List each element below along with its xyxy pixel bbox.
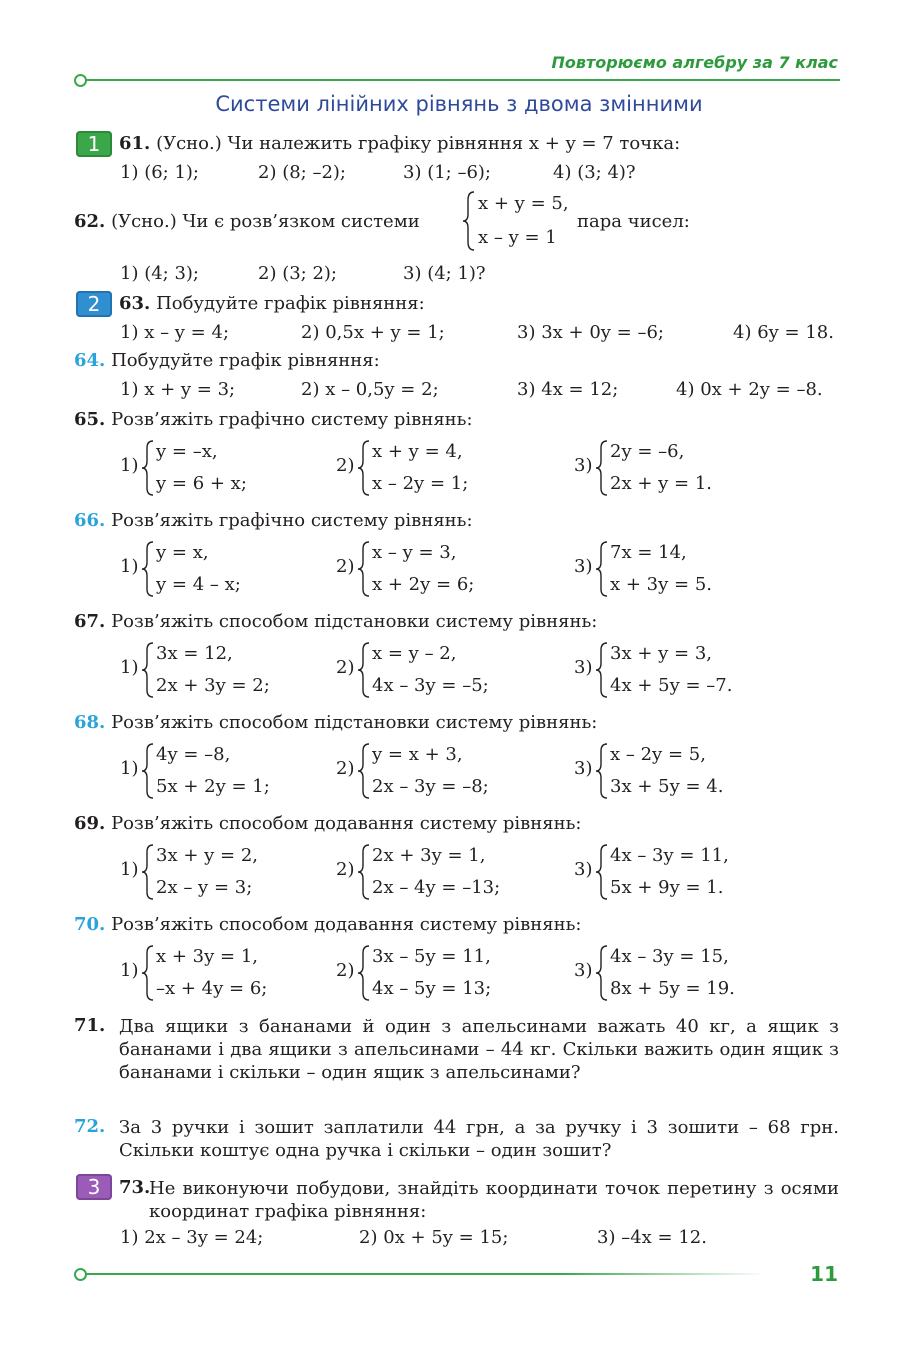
brace bbox=[141, 540, 155, 598]
exercise-text: Розв’яжіть способом підстановки систему рівнянь: bbox=[111, 712, 598, 733]
exercise-number: 70. bbox=[74, 914, 106, 935]
equation: 2y = –6, bbox=[610, 441, 685, 462]
system-label: 3) bbox=[574, 455, 593, 476]
equation: 4x – 5y = 13; bbox=[372, 978, 492, 999]
equation: x – 2y = 1; bbox=[372, 473, 469, 494]
page-number: 11 bbox=[810, 1262, 838, 1286]
exercise-text: Розв’яжіть способом додавання систему рівнянь: bbox=[111, 813, 582, 834]
equation: y = x + 3, bbox=[372, 744, 463, 765]
equation: 2x – y = 3; bbox=[156, 877, 253, 898]
brace bbox=[141, 944, 155, 1002]
system-label: 2) bbox=[336, 455, 355, 476]
system-label: 1) bbox=[120, 556, 139, 577]
option: 1) x – y = 4; bbox=[120, 322, 230, 343]
exercise-number: 64. bbox=[74, 350, 106, 371]
exercise-62 bbox=[74, 210, 420, 234]
brace bbox=[141, 439, 155, 497]
equation: 4x – 3y = 11, bbox=[610, 845, 729, 866]
option: 3) (1; –6); bbox=[403, 162, 491, 183]
equation: 4x – 3y = 15, bbox=[610, 946, 729, 967]
option: 3) 4x = 12; bbox=[517, 379, 619, 400]
exercise-70 bbox=[74, 913, 581, 937]
brace bbox=[141, 843, 155, 901]
equation: 2x + y = 1. bbox=[610, 473, 712, 494]
exercise-number: 66. bbox=[74, 510, 106, 531]
exercise-68 bbox=[74, 711, 597, 735]
equation: 7x = 14, bbox=[610, 542, 687, 563]
exercise-67 bbox=[74, 610, 597, 634]
exercise-number: 65. bbox=[74, 409, 106, 430]
option: 1) (4; 3); bbox=[120, 263, 199, 284]
exercise-text: Побудуйте графік рівняння: bbox=[156, 293, 425, 314]
exercise-text: (Усно.) Чи є розв’язком системи bbox=[111, 211, 420, 232]
system-label: 1) bbox=[120, 455, 139, 476]
system-label: 1) bbox=[120, 859, 139, 880]
brace bbox=[595, 439, 609, 497]
exercise-69 bbox=[74, 812, 581, 836]
exercise-text: Розв’яжіть способом додавання систему рівнянь: bbox=[111, 914, 582, 935]
level-3-badge: 3 bbox=[76, 1174, 112, 1200]
equation: x + 3y = 5. bbox=[610, 574, 712, 595]
equation: 5x + 9y = 1. bbox=[610, 877, 724, 898]
equation: –x + 4y = 6; bbox=[156, 978, 268, 999]
option: 3) (4; 1)? bbox=[403, 263, 486, 284]
option: 2) 0x + 5y = 15; bbox=[359, 1227, 509, 1248]
exercise-number: 71. bbox=[74, 1015, 106, 1036]
equation: 3x = 12, bbox=[156, 643, 233, 664]
footer-rule bbox=[86, 1273, 766, 1275]
equation: x – y = 1 bbox=[478, 227, 557, 248]
header-rule bbox=[86, 79, 840, 81]
brace bbox=[357, 944, 371, 1002]
system-label: 3) bbox=[574, 758, 593, 779]
option: 2) (8; –2); bbox=[258, 162, 346, 183]
exercise-71-text: Два ящики з бананами й один з апельсинами важать 40 кг, а ящик з бананами і два ящики з апельсинами – 44 кг. Скільки важить один ящик з бананами і скільки – один ящик з апельсинами? bbox=[119, 1016, 839, 1083]
system-label: 2) bbox=[336, 758, 355, 779]
option: 2) x – 0,5y = 2; bbox=[301, 379, 439, 400]
running-header: Повторюємо алгебру за 7 клас bbox=[551, 53, 838, 72]
equation: y = 4 – x; bbox=[156, 574, 241, 595]
brace bbox=[357, 843, 371, 901]
exercise-73-number bbox=[119, 1176, 150, 1200]
exercise-number: 68. bbox=[74, 712, 106, 733]
brace bbox=[357, 540, 371, 598]
exercise-71-number bbox=[74, 1014, 105, 1038]
system-label: 2) bbox=[336, 960, 355, 981]
exercise-text: Розв’яжіть способом підстановки систему рівнянь: bbox=[111, 611, 598, 632]
equation: y = x, bbox=[156, 542, 209, 563]
brace bbox=[462, 190, 476, 252]
exercise-65 bbox=[74, 408, 473, 432]
system-label: 1) bbox=[120, 758, 139, 779]
brace bbox=[595, 641, 609, 699]
exercise-number: 61. bbox=[119, 133, 151, 154]
equation: x + y = 4, bbox=[372, 441, 463, 462]
exercise-63 bbox=[119, 292, 425, 316]
option: 3) 3x + 0y = –6; bbox=[517, 322, 664, 343]
equation: 4x + 5y = –7. bbox=[610, 675, 733, 696]
brace bbox=[357, 641, 371, 699]
system-label: 3) bbox=[574, 556, 593, 577]
equation: 8x + 5y = 19. bbox=[610, 978, 735, 999]
level-2-badge: 2 bbox=[76, 291, 112, 317]
exercise-61 bbox=[119, 132, 680, 156]
equation: x – y = 3, bbox=[372, 542, 457, 563]
equation: y = 6 + x; bbox=[156, 473, 247, 494]
brace bbox=[595, 843, 609, 901]
brace bbox=[595, 742, 609, 800]
brace bbox=[357, 439, 371, 497]
exercise-text: (Усно.) Чи належить графіку рівняння x + y = 7 точка: bbox=[156, 133, 681, 154]
brace bbox=[357, 742, 371, 800]
system-label: 1) bbox=[120, 657, 139, 678]
exercise-text: Розв’яжіть графічно систему рівнянь: bbox=[111, 409, 473, 430]
equation: 3x – 5y = 11, bbox=[372, 946, 491, 967]
level-1-badge: 1 bbox=[76, 131, 112, 157]
exercise-text: Розв’яжіть графічно систему рівнянь: bbox=[111, 510, 473, 531]
equation: 3x + y = 3, bbox=[610, 643, 712, 664]
equation: x = y – 2, bbox=[372, 643, 457, 664]
equation: x + y = 5, bbox=[478, 193, 569, 214]
exercise-72-number bbox=[74, 1115, 105, 1139]
system-label: 2) bbox=[336, 859, 355, 880]
exercise-number: 73. bbox=[119, 1177, 151, 1198]
option: 4) 0x + 2y = –8. bbox=[676, 379, 823, 400]
system-label: 3) bbox=[574, 960, 593, 981]
exercise-72-text: За 3 ручки і зошит заплатили 44 грн, а за ручку і 3 зошити – 68 грн. Скільки коштує одна ручка і скільки – один зошит? bbox=[119, 1117, 839, 1161]
exercise-73-text bbox=[149, 1177, 839, 1223]
brace bbox=[595, 944, 609, 1002]
brace bbox=[141, 641, 155, 699]
option: 2) (3; 2); bbox=[258, 263, 337, 284]
equation: y = –x, bbox=[156, 441, 218, 462]
equation: 3x + 5y = 4. bbox=[610, 776, 724, 797]
system-label: 3) bbox=[574, 859, 593, 880]
exercise-number: 69. bbox=[74, 813, 106, 834]
equation: x + 3y = 1, bbox=[156, 946, 258, 967]
equation: 2x + 3y = 1, bbox=[372, 845, 486, 866]
brace bbox=[141, 742, 155, 800]
option: 4) (3; 4)? bbox=[553, 162, 636, 183]
equation: 4x – 3y = –5; bbox=[372, 675, 489, 696]
equation: 4y = –8, bbox=[156, 744, 231, 765]
exercise-text: пара чисел: bbox=[577, 211, 690, 232]
exercise-number: 62. bbox=[74, 211, 106, 232]
system-label: 2) bbox=[336, 556, 355, 577]
exercise-text: Побудуйте графік рівняння: bbox=[111, 350, 380, 371]
equation: 2x – 4y = –13; bbox=[372, 877, 501, 898]
equation: 3x + y = 2, bbox=[156, 845, 258, 866]
option: 2) 0,5x + y = 1; bbox=[301, 322, 445, 343]
exercise-text: Не виконуючи побудови, знайдіть координати точок перетину з осями координат графіка рівняння: bbox=[149, 1178, 839, 1222]
system-label: 2) bbox=[336, 657, 355, 678]
option: 1) x + y = 3; bbox=[120, 379, 236, 400]
exercise-number: 63. bbox=[119, 293, 151, 314]
equation: 2x – 3y = –8; bbox=[372, 776, 489, 797]
equation: x + 2y = 6; bbox=[372, 574, 475, 595]
equation: 2x + 3y = 2; bbox=[156, 675, 270, 696]
section-title: Системи лінійних рівнянь з двома змінними bbox=[215, 92, 703, 116]
system-label: 1) bbox=[120, 960, 139, 981]
brace bbox=[595, 540, 609, 598]
option: 1) (6; 1); bbox=[120, 162, 199, 183]
exercise-number: 67. bbox=[74, 611, 106, 632]
exercise-66 bbox=[74, 509, 473, 533]
equation: 5x + 2y = 1; bbox=[156, 776, 270, 797]
option: 3) –4x = 12. bbox=[597, 1227, 707, 1248]
option: 1) 2x – 3y = 24; bbox=[120, 1227, 264, 1248]
option: 4) 6y = 18. bbox=[733, 322, 834, 343]
exercise-number: 72. bbox=[74, 1116, 106, 1137]
system-label: 3) bbox=[574, 657, 593, 678]
exercise-64 bbox=[74, 349, 380, 373]
equation: x – 2y = 5, bbox=[610, 744, 706, 765]
